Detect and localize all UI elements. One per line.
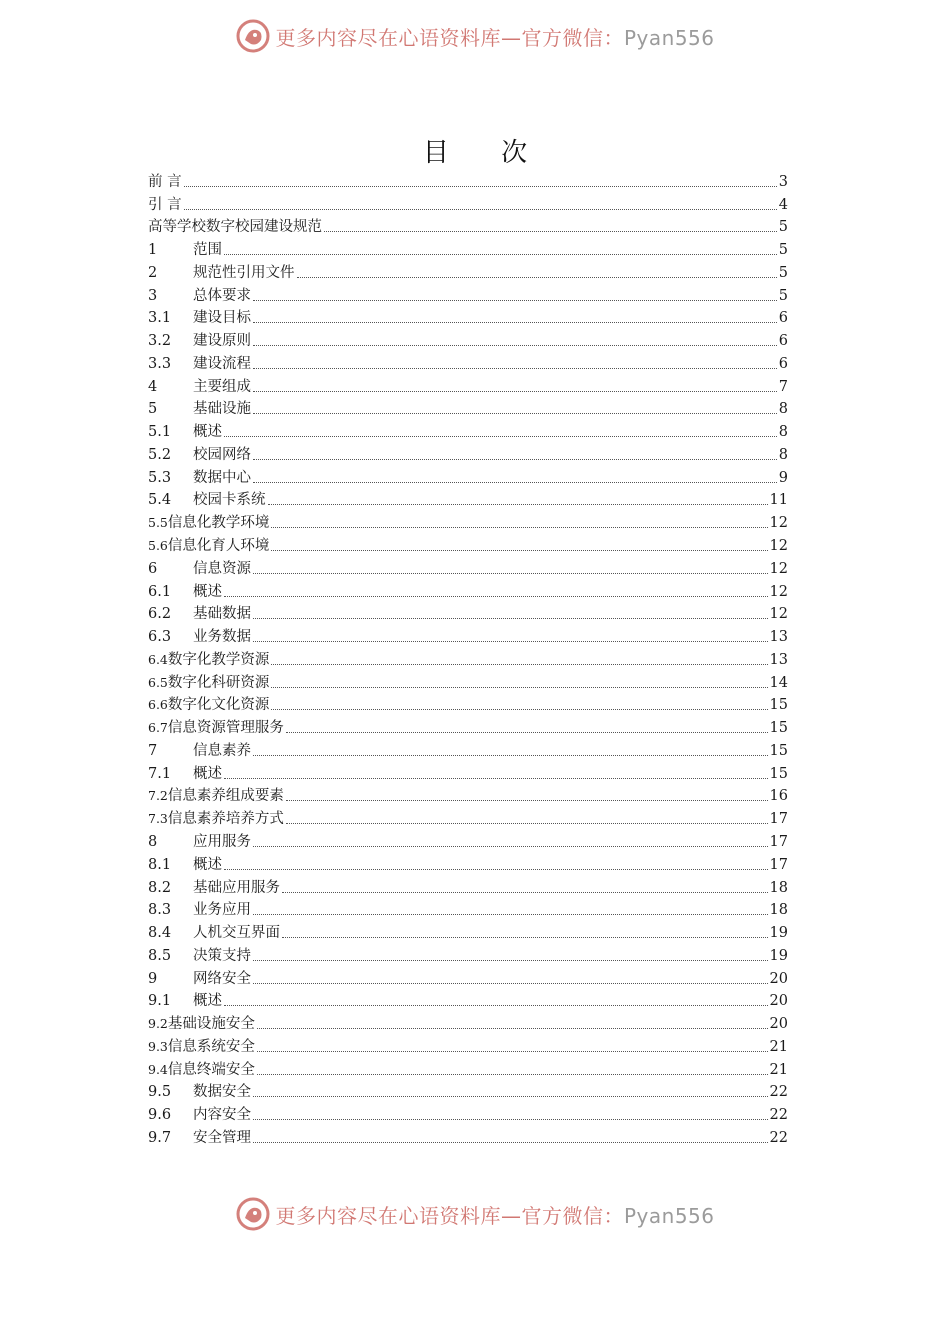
toc-dot-leader xyxy=(271,687,767,688)
toc-entry-number: 9.5 xyxy=(148,1084,172,1101)
toc-entry-label: 建设原则 xyxy=(193,333,251,350)
toc-entry-label: 应用服务 xyxy=(193,833,251,850)
toc-dot-leader xyxy=(253,755,768,756)
toc-dot-leader xyxy=(224,778,768,779)
toc-entry-number: 9 xyxy=(148,970,158,987)
toc-entry-label: 主要组成 xyxy=(193,378,251,395)
toc-entry[interactable] xyxy=(148,967,788,990)
toc-dot-leader xyxy=(253,960,768,961)
toc-entry-label: 数据中心 xyxy=(193,469,251,486)
toc-entry-label: 概述 xyxy=(193,583,222,600)
toc-entry-label: 内容安全 xyxy=(193,1107,251,1124)
toc-entry[interactable] xyxy=(148,625,788,648)
toc-dot-leader xyxy=(271,709,767,710)
toc-entry-label: 人机交互界面 xyxy=(193,925,280,942)
toc-dot-leader xyxy=(224,1005,768,1006)
toc-entry-page: 12 xyxy=(769,538,788,555)
wechat-id: Pyan556 xyxy=(623,25,715,50)
toc-entry[interactable] xyxy=(148,921,788,944)
toc-entry-page: 15 xyxy=(769,720,788,737)
toc-entry-page: 13 xyxy=(769,651,788,668)
toc-entry[interactable] xyxy=(148,990,788,1013)
toc-entry-page: 5 xyxy=(778,287,788,304)
toc-entry[interactable] xyxy=(148,238,788,261)
toc-entry[interactable] xyxy=(148,830,788,853)
toc-dot-leader xyxy=(257,1028,768,1029)
toc-entry[interactable] xyxy=(148,603,788,626)
toc-entry[interactable] xyxy=(148,193,788,216)
toc-dot-leader xyxy=(271,527,767,528)
toc-entry-page: 13 xyxy=(769,629,788,646)
toc-entry-number: 7 xyxy=(148,742,158,759)
toc-entry-number: 5.5 xyxy=(148,515,168,531)
toc-entry-number: 8.5 xyxy=(148,947,172,964)
toc-entry-label: 信息系统安全 xyxy=(167,1038,255,1055)
toc-dot-leader xyxy=(271,550,767,551)
toc-entry[interactable] xyxy=(148,1126,788,1149)
toc-entry-page: 22 xyxy=(769,1084,788,1101)
wechat-id: Pyan556 xyxy=(623,1203,715,1228)
toc-entry[interactable] xyxy=(148,739,788,762)
toc-entry[interactable] xyxy=(148,853,788,876)
toc-entry-number: 9.3 xyxy=(148,1038,168,1054)
toc-dot-leader xyxy=(282,937,768,938)
toc-entry-page: 11 xyxy=(769,492,788,509)
toc-entry[interactable] xyxy=(148,443,788,466)
toc-dot-leader xyxy=(257,1051,768,1052)
toc-entry[interactable] xyxy=(148,648,788,671)
toc-entry-page: 18 xyxy=(769,879,788,896)
toc-entry-number: 7.1 xyxy=(148,765,172,782)
toc-entry-label: 概述 xyxy=(193,993,222,1010)
toc-entry-label: 信息化育人环境 xyxy=(167,538,270,555)
toc-entry-page: 12 xyxy=(769,606,788,623)
watermark-text: 更多内容尽在心语资料库—官方微信：Pyan556 xyxy=(275,1203,715,1228)
toc-entry-number: 9.1 xyxy=(148,993,172,1010)
toc-entry[interactable] xyxy=(148,807,788,830)
toc-entry-page: 4 xyxy=(778,196,788,213)
toc-entry-page: 12 xyxy=(769,515,788,532)
toc-entry-label: 高等学校数字校园建设规范 xyxy=(148,219,322,236)
toc-entry[interactable] xyxy=(148,716,788,739)
toc-entry[interactable] xyxy=(148,352,788,375)
toc-entry-page: 17 xyxy=(769,856,788,873)
page-title: 目 次 xyxy=(422,138,550,168)
toc-entry[interactable] xyxy=(148,580,788,603)
toc-entry-number: 7.2 xyxy=(148,788,168,804)
toc-entry-number: 9.7 xyxy=(148,1129,172,1146)
toc-dot-leader xyxy=(253,914,768,915)
toc-entry-page: 3 xyxy=(778,173,788,190)
toc-entry[interactable] xyxy=(148,511,788,534)
toc-entry[interactable] xyxy=(148,375,788,398)
toc-entry[interactable] xyxy=(148,785,788,808)
toc-entry-page: 15 xyxy=(769,765,788,782)
toc-dot-leader xyxy=(282,892,768,893)
toc-entry-number: 5.3 xyxy=(148,469,172,486)
toc-entry-page: 7 xyxy=(778,378,788,395)
toc-entry[interactable] xyxy=(148,1103,788,1126)
toc-entry[interactable] xyxy=(148,694,788,717)
toc-dot-leader xyxy=(253,345,777,346)
toc-entry-label: 数字化教学资源 xyxy=(167,651,270,668)
toc-entry-page: 14 xyxy=(769,674,788,691)
toc-entry[interactable] xyxy=(148,899,788,922)
toc-dot-leader xyxy=(224,596,768,597)
toc-entry[interactable] xyxy=(148,671,788,694)
toc-entry-number: 3 xyxy=(148,287,158,304)
toc-entry[interactable] xyxy=(148,307,788,330)
toc-entry-number: 9.4 xyxy=(148,1061,168,1077)
toc-entry-page: 18 xyxy=(769,902,788,919)
toc-entry-label: 建设目标 xyxy=(193,310,251,327)
toc-entry-label: 数字化科研资源 xyxy=(167,674,270,691)
toc-entry-number: 5.1 xyxy=(148,424,172,441)
toc-entry-number: 4 xyxy=(148,378,158,395)
toc-entry-page: 19 xyxy=(769,947,788,964)
toc-entry-page: 21 xyxy=(769,1038,788,1055)
toc-entry-label: 信息化教学环境 xyxy=(167,515,270,532)
toc-entry-page: 5 xyxy=(778,264,788,281)
toc-dot-leader xyxy=(224,436,777,437)
toc-entry-page: 21 xyxy=(769,1061,788,1078)
toc-entry-label: 总体要求 xyxy=(193,287,251,304)
toc-entry-label: 基础应用服务 xyxy=(193,879,280,896)
toc-entry-label: 网络安全 xyxy=(193,970,251,987)
toc-dot-leader xyxy=(184,209,777,210)
toc-entry-page: 8 xyxy=(778,446,788,463)
toc-entry-number: 8.3 xyxy=(148,902,172,919)
toc-entry-number: 5.4 xyxy=(148,492,172,509)
toc-entry-number: 9.2 xyxy=(148,1016,168,1032)
toc-entry-label: 校园卡系统 xyxy=(193,492,266,509)
toc-dot-leader xyxy=(257,1074,768,1075)
toc-entry[interactable] xyxy=(148,170,788,193)
toc-entry-label: 业务数据 xyxy=(193,629,251,646)
toc-dot-leader xyxy=(224,869,768,870)
toc-dot-leader xyxy=(286,800,768,801)
toc-entry-number: 8 xyxy=(148,833,158,850)
toc-entry-label: 基础数据 xyxy=(193,606,251,623)
toc-entry-page: 19 xyxy=(769,925,788,942)
toc-entry-page: 17 xyxy=(769,833,788,850)
toc-entry[interactable] xyxy=(148,216,788,239)
toc-entry-label: 安全管理 xyxy=(193,1129,251,1146)
toc-entry-number: 5.2 xyxy=(148,446,172,463)
toc-entry-label: 信息素养 xyxy=(193,742,251,759)
toc-entry-number: 9.6 xyxy=(148,1107,172,1124)
toc-entry-label: 范围 xyxy=(193,242,222,259)
toc-entry-page: 22 xyxy=(769,1129,788,1146)
toc-entry-number: 6.4 xyxy=(148,651,168,667)
toc-entry[interactable] xyxy=(148,557,788,580)
toc-entry-number: 5.6 xyxy=(148,538,168,554)
toc-entry-page: 17 xyxy=(769,811,788,828)
toc-entry-number: 8.4 xyxy=(148,925,172,942)
toc-entry-page: 6 xyxy=(778,333,788,350)
toc-entry-page: 20 xyxy=(769,1016,788,1033)
toc-entry-label: 决策支持 xyxy=(193,947,251,964)
toc-dot-leader xyxy=(253,983,768,984)
toc-entry-number: 8.1 xyxy=(148,856,172,873)
toc-entry-number: 3.2 xyxy=(148,333,172,350)
toc-entry-label: 数据安全 xyxy=(193,1084,251,1101)
toc-entry-number: 3.1 xyxy=(148,310,172,327)
toc-entry-page: 8 xyxy=(778,401,788,418)
toc-entry[interactable] xyxy=(148,1012,788,1035)
dog-logo-icon xyxy=(235,18,271,54)
toc-dot-leader xyxy=(286,732,768,733)
toc-entry-number: 8.2 xyxy=(148,879,172,896)
toc-dot-leader xyxy=(253,300,777,301)
dog-logo-icon xyxy=(235,1196,271,1232)
toc-dot-leader xyxy=(253,618,768,619)
toc-entry[interactable] xyxy=(148,466,788,489)
toc-entry-number: 2 xyxy=(148,264,158,281)
toc-entry[interactable] xyxy=(148,1058,788,1081)
toc-entry-page: 22 xyxy=(769,1107,788,1124)
watermark-banner-bottom xyxy=(0,1194,950,1234)
toc-dot-leader xyxy=(253,482,777,483)
toc-dot-leader xyxy=(268,504,768,505)
watermark-text: 更多内容尽在心语资料库—官方微信：Pyan556 xyxy=(275,25,715,50)
toc-entry[interactable] xyxy=(148,284,788,307)
toc-dot-leader xyxy=(253,1119,768,1120)
toc-entry-page: 15 xyxy=(769,697,788,714)
toc-entry-number: 6.6 xyxy=(148,697,168,713)
toc-entry-label: 校园网络 xyxy=(193,446,251,463)
toc-entry-page: 16 xyxy=(769,788,788,805)
toc-entry[interactable] xyxy=(148,534,788,557)
toc-entry-page: 12 xyxy=(769,583,788,600)
toc-entry-label: 规范性引用文件 xyxy=(193,264,295,281)
toc-entry[interactable] xyxy=(148,398,788,421)
toc-entry-number: 6.5 xyxy=(148,674,168,690)
toc-entry[interactable] xyxy=(148,1035,788,1058)
toc-entry[interactable] xyxy=(148,944,788,967)
toc-dot-leader xyxy=(253,368,777,369)
toc-entry-page: 5 xyxy=(778,242,788,259)
toc-dot-leader xyxy=(253,1142,768,1143)
toc-entry-label: 信息资源管理服务 xyxy=(167,720,284,737)
toc-entry-page: 6 xyxy=(778,310,788,327)
toc-entry-number: 1 xyxy=(148,242,158,259)
toc-entry[interactable] xyxy=(148,876,788,899)
toc-entry-label: 概述 xyxy=(193,856,222,873)
toc-dot-leader xyxy=(286,823,768,824)
toc-entry-page: 5 xyxy=(778,219,788,236)
toc-entry-page: 20 xyxy=(769,970,788,987)
toc-entry[interactable] xyxy=(148,489,788,512)
toc-entry-number: 6.3 xyxy=(148,629,172,646)
toc-entry-number: 6.1 xyxy=(148,583,172,600)
toc-dot-leader xyxy=(271,664,767,665)
toc-entry-number: 7.3 xyxy=(148,811,168,827)
toc-dot-leader xyxy=(253,846,768,847)
toc-dot-leader xyxy=(324,231,777,232)
toc-entry-label: 数字化文化资源 xyxy=(167,697,270,714)
table-of-contents xyxy=(148,170,788,1149)
toc-dot-leader xyxy=(253,459,777,460)
toc-entry-label: 信息资源 xyxy=(193,560,251,577)
toc-entry-label: 引 言 xyxy=(148,196,182,213)
toc-entry-label: 概述 xyxy=(193,765,222,782)
toc-entry[interactable] xyxy=(148,1081,788,1104)
toc-entry[interactable] xyxy=(148,329,788,352)
toc-entry-number: 6.7 xyxy=(148,720,168,736)
toc-entry-number: 6.2 xyxy=(148,606,172,623)
toc-entry-label: 概述 xyxy=(193,424,222,441)
toc-entry-label: 信息素养组成要素 xyxy=(167,788,284,805)
toc-dot-leader xyxy=(297,277,777,278)
toc-entry-label: 基础设施 xyxy=(193,401,251,418)
toc-entry-number: 3.3 xyxy=(148,355,172,372)
toc-dot-leader xyxy=(184,186,777,187)
toc-dot-leader xyxy=(253,1096,768,1097)
toc-entry-label: 信息素养培养方式 xyxy=(167,811,284,828)
toc-entry-label: 信息终端安全 xyxy=(167,1061,255,1078)
toc-entry-number: 5 xyxy=(148,401,158,418)
toc-dot-leader xyxy=(253,573,768,574)
toc-dot-leader xyxy=(253,413,777,414)
toc-entry-label: 业务应用 xyxy=(193,902,251,919)
toc-entry-label: 基础设施安全 xyxy=(167,1016,255,1033)
toc-dot-leader xyxy=(253,322,777,323)
watermark-banner-top xyxy=(0,16,950,56)
toc-dot-leader xyxy=(253,641,768,642)
toc-entry-page: 15 xyxy=(769,742,788,759)
toc-entry[interactable] xyxy=(148,762,788,785)
toc-dot-leader xyxy=(224,254,777,255)
toc-entry-page: 9 xyxy=(778,469,788,486)
toc-entry-label: 建设流程 xyxy=(193,355,251,372)
toc-entry[interactable] xyxy=(148,261,788,284)
toc-entry-page: 12 xyxy=(769,560,788,577)
toc-entry-label: 前 言 xyxy=(148,173,182,190)
toc-entry-page: 6 xyxy=(778,355,788,372)
toc-dot-leader xyxy=(253,391,777,392)
toc-entry[interactable] xyxy=(148,420,788,443)
toc-entry-page: 8 xyxy=(778,424,788,441)
toc-entry-page: 20 xyxy=(769,993,788,1010)
toc-entry-number: 6 xyxy=(148,560,158,577)
